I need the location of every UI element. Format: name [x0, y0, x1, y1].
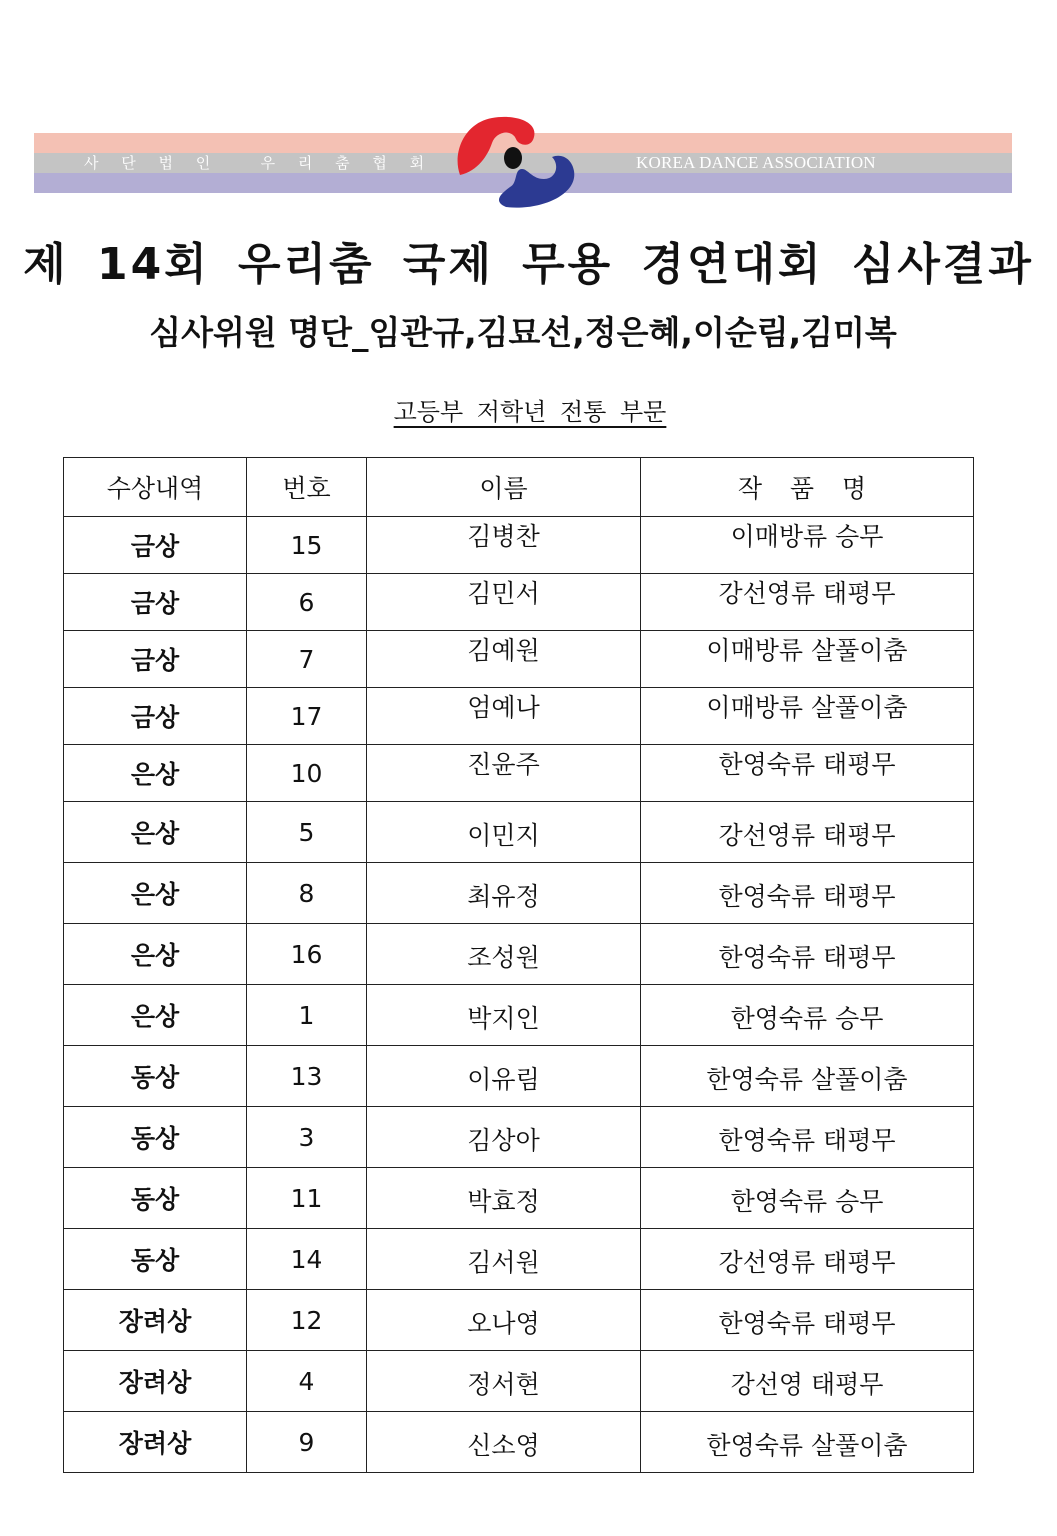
table-row [64, 745, 974, 802]
number-cell: 8 [247, 863, 367, 924]
table-row [64, 924, 974, 985]
column-header-award: 수상내역 [64, 458, 247, 517]
table-row [64, 688, 974, 745]
award-cell: 은상 [64, 745, 247, 802]
logo-dancer-head [504, 147, 522, 169]
award-cell: 은상 [64, 924, 247, 985]
award-cell: 금상 [64, 688, 247, 745]
name-cell: 김민서 [367, 574, 641, 631]
column-header-name: 이름 [367, 458, 641, 517]
award-cell: 금상 [64, 517, 247, 574]
number-cell: 17 [247, 688, 367, 745]
results-table [63, 457, 974, 1473]
work-cell: 이매방류 살풀이춤 [641, 688, 974, 745]
number-cell: 9 [247, 1412, 367, 1473]
name-cell: 김병찬 [367, 517, 641, 574]
number-cell: 4 [247, 1351, 367, 1412]
table-row [64, 1290, 974, 1351]
table-row [64, 1412, 974, 1473]
table-row [64, 985, 974, 1046]
column-header-work: 작 품 명 [641, 458, 974, 517]
org-name-english: KOREA DANCE ASSOCIATION [636, 153, 876, 172]
work-cell: 이매방류 살풀이춤 [641, 631, 974, 688]
name-cell: 조성원 [367, 924, 641, 985]
table-row [64, 1351, 974, 1412]
org-name-korean: 사 단 법 인 우 리 춤 협 회 [84, 154, 434, 172]
table-row [64, 1168, 974, 1229]
award-cell: 장려상 [64, 1412, 247, 1473]
work-cell: 한영숙류 태평무 [641, 863, 974, 924]
name-cell: 박효정 [367, 1168, 641, 1229]
name-cell: 최유정 [367, 863, 641, 924]
work-cell: 강선영류 태평무 [641, 1229, 974, 1290]
award-cell: 은상 [64, 985, 247, 1046]
number-cell: 10 [247, 745, 367, 802]
table-row [64, 517, 974, 574]
table-row [64, 1229, 974, 1290]
name-cell: 이민지 [367, 802, 641, 863]
number-cell: 15 [247, 517, 367, 574]
award-cell: 금상 [64, 574, 247, 631]
award-cell: 동상 [64, 1107, 247, 1168]
work-cell: 한영숙류 태평무 [641, 924, 974, 985]
work-cell: 한영숙류 태평무 [641, 745, 974, 802]
number-cell: 11 [247, 1168, 367, 1229]
work-cell: 강선영류 태평무 [641, 574, 974, 631]
name-cell: 엄예나 [367, 688, 641, 745]
number-cell: 3 [247, 1107, 367, 1168]
table-row [64, 574, 974, 631]
section-title: 고등부 저학년 전통 부문 [393, 398, 667, 426]
award-cell: 은상 [64, 802, 247, 863]
work-cell: 이매방류 승무 [641, 517, 974, 574]
number-cell: 7 [247, 631, 367, 688]
number-cell: 13 [247, 1046, 367, 1107]
work-cell: 강선영류 태평무 [641, 802, 974, 863]
work-cell: 한영숙류 살풀이춤 [641, 1046, 974, 1107]
award-cell: 금상 [64, 631, 247, 688]
award-cell: 동상 [64, 1046, 247, 1107]
award-cell: 장려상 [64, 1351, 247, 1412]
page-title: 제 14회 우리춤 국제 무용 경연대회 심사결과 [23, 239, 1034, 290]
name-cell: 김상아 [367, 1107, 641, 1168]
name-cell: 박지인 [367, 985, 641, 1046]
name-cell: 진윤주 [367, 745, 641, 802]
table-row [64, 631, 974, 688]
work-cell: 한영숙류 승무 [641, 985, 974, 1046]
name-cell: 김예원 [367, 631, 641, 688]
number-cell: 5 [247, 802, 367, 863]
name-cell: 정서현 [367, 1351, 641, 1412]
table-row [64, 863, 974, 924]
award-cell: 동상 [64, 1168, 247, 1229]
judges-list: 심사위원 명단_임관규,김묘선,정은혜,이순림,김미복 [149, 313, 897, 352]
number-cell: 12 [247, 1290, 367, 1351]
work-cell: 한영숙류 승무 [641, 1168, 974, 1229]
number-cell: 14 [247, 1229, 367, 1290]
work-cell: 강선영 태평무 [641, 1351, 974, 1412]
work-cell: 한영숙류 살풀이춤 [641, 1412, 974, 1473]
table-row [64, 1107, 974, 1168]
logo-red-swirl [458, 117, 535, 175]
table-row [64, 802, 974, 863]
award-cell: 장려상 [64, 1290, 247, 1351]
work-cell: 한영숙류 태평무 [641, 1107, 974, 1168]
number-cell: 16 [247, 924, 367, 985]
name-cell: 오나영 [367, 1290, 641, 1351]
korea-dance-association-logo-icon [452, 113, 582, 213]
number-cell: 1 [247, 985, 367, 1046]
number-cell: 6 [247, 574, 367, 631]
table-row [64, 1046, 974, 1107]
column-header-number: 번호 [247, 458, 367, 517]
name-cell: 이유림 [367, 1046, 641, 1107]
table-header-row [64, 458, 974, 517]
name-cell: 김서원 [367, 1229, 641, 1290]
name-cell: 신소영 [367, 1412, 641, 1473]
award-cell: 동상 [64, 1229, 247, 1290]
award-cell: 은상 [64, 863, 247, 924]
work-cell: 한영숙류 태평무 [641, 1290, 974, 1351]
